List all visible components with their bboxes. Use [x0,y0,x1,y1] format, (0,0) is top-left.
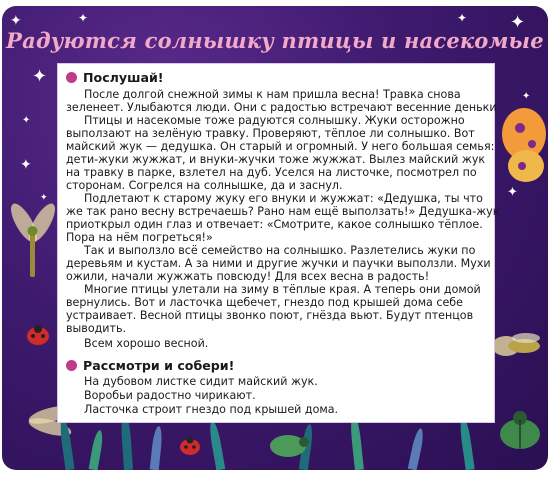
illustrated-frame [2,6,548,470]
section-heading-label: Рассмотри и собери! [83,358,235,373]
beetle-icon [494,406,548,454]
text-line: На дубовом листке сидит майский жук. [84,375,318,388]
star-icon: ✦ [22,115,31,126]
text-line: майский жук — дедушка. Он старый и огромный. У него большая семья: [66,140,495,153]
star-icon: ✦ [20,157,32,173]
bullet-icon [66,72,77,83]
star-icon: ✦ [510,12,526,33]
section-heading-listen [66,70,164,85]
text-line: Так и выползло всё семейство на солнышко. Разлетелись жуки по [84,244,476,257]
section-heading-label: Послушай! [83,70,164,85]
grass-icon [349,414,364,470]
text-line: на травку в парке, взлетел на дуб. Уселся на листочке, посмотрел по [66,166,477,179]
text-line: дети-жуки жужжат, и внуки-жучки тоже жужжат. Вылез майский жук [66,153,486,166]
star-icon: ✦ [507,185,518,200]
grass-icon [150,426,164,470]
text-line: же так рано весну встречаешь? Рано нам ещё выползать!» Дедушка-жук [66,205,500,218]
text-line: Всем хорошо весной. [84,337,209,350]
star-icon: ✦ [457,11,468,25]
text-line: выводить. [66,322,127,335]
star-icon: ✦ [40,193,48,203]
text-line: Ласточка строит гнездо под крышей дома. [84,403,339,416]
beetle-icon [264,426,312,460]
dragonfly-icon [4,201,60,281]
grass-icon [458,416,474,470]
text-line: Подлетают к старому жуку его внуки и жужжат: «Дедушка, ты что [84,192,483,205]
star-icon: ✦ [10,13,22,29]
text-line: вернулись. Вот и ласточка щебечет, гнездо под крышей дома себе [66,296,463,309]
grass-icon [208,420,226,470]
text-line: Пора на нём погреться!» [66,231,213,244]
star-icon: ✦ [78,11,89,25]
grass-icon [408,428,426,470]
text-line: приоткрыл один глаз и отвечает: «Смотрите, какое солнышко тёплое. [66,218,483,231]
butterfly-icon [496,106,548,186]
bullet-icon [66,360,77,371]
text-line: выползают на зелёную травку. Проверяют, тёплое ли солнышко. Вот [66,127,475,140]
text-line: ожили, начали жужжать повсюду! Для всех весна в радость! [66,270,430,283]
text-line: зеленеет. Улыбаются люди. Они с радостью встречают весенние деньки. [66,101,501,114]
page-title: Радуются солнышку птицы и насекомые [6,28,544,53]
text-line: сторонам. Согрелся на солнышке, да и заснул. [66,179,343,192]
text-line: Птицы и насекомые тоже радуются солнышку. Жуки осторожно [84,114,465,127]
text-line: Воробьи радостно чирикают. [84,389,256,402]
firefly-icon [492,324,548,368]
section-heading-collect [66,358,234,373]
text-line: деревьям и кустам. А за ними и другие жучки и паучки выползли. Мухи [66,257,491,270]
text-panel [58,64,501,422]
star-icon: ✦ [32,66,48,87]
ladybug-icon [178,436,202,456]
star-icon: ✦ [522,91,531,102]
text-line: Многие птицы улетали на зиму в тёплые края. А теперь они домой [84,283,481,296]
text-line: устраивает. Весной птицы звонко поют, гнёзда вьют. Будут птенцов [66,309,474,322]
text-line: После долгой снежной зимы к нам пришла весна! Травка снова [84,88,461,101]
ladybug-icon [24,324,52,346]
